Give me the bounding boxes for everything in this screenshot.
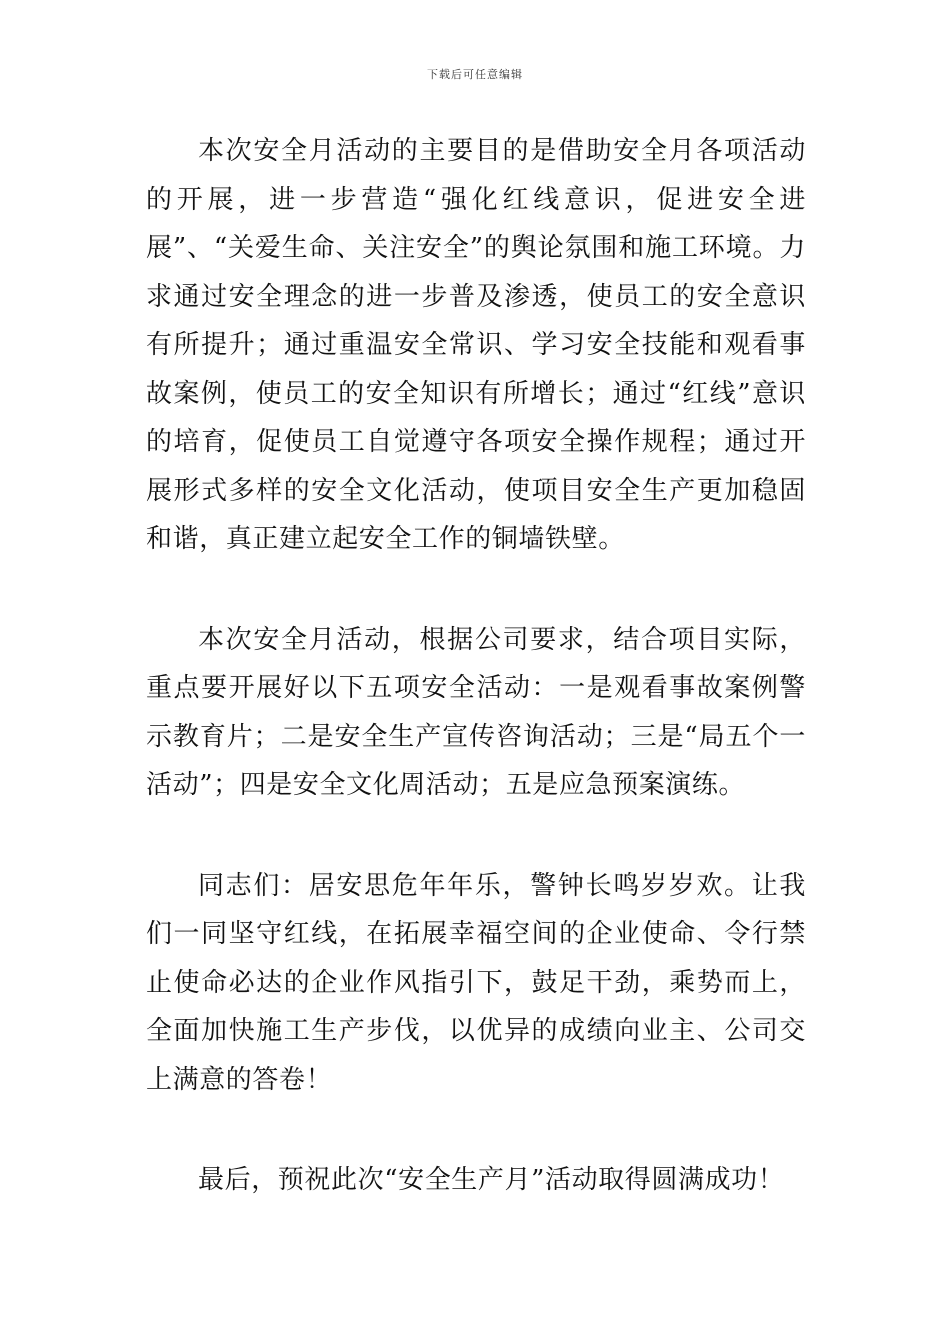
- paragraph-objectives: 本次安全月活动的主要目的是借助安全月各项活动的开展，进一步营造“强化红线意识，促进安全进展”、“关爱生命、关注安全”的舆论氛围和施工环境。力求通过安全理念的进一步普及渗透，使员工的安全意识有所提升；通过重温安全常识、学习安全技能和观看事故案例，使员工的安全知识有所增长；通过“红线”意识的培育，促使员工自觉遵守各项安全操作规程；通过开展形式多样的安全文化活动，使项目安全生产更加稳固和谐，真正建立起安全工作的铜墙铁壁。: [146, 136, 806, 554]
- paragraph-call-to-action: 同志们：居安思危年年乐，警钟长鸣岁岁欢。让我们一同坚守红线，在拓展幸福空间的企业使命、令行禁止使命必达的企业作风指引下，鼓足干劲，乘势而上，全面加快施工生产步伐，以优异的成绩向业主、公司交上满意的答卷！: [146, 870, 806, 1095]
- document-body: [146, 127, 806, 1205]
- paragraph-activities: 本次安全月活动，根据公司要求，结合项目实际，重点要开展好以下五项安全活动：一是观看事故案例警示教育片；二是安全生产宣传咨询活动；三是“局五个一活动”；四是安全文化周活动；五是应急预案演练。: [146, 624, 806, 800]
- header-note: 下载后可任意编辑: [427, 68, 523, 81]
- paragraph-closing-wish: 最后，预祝此次“安全生产月”活动取得圆满成功！: [198, 1165, 785, 1195]
